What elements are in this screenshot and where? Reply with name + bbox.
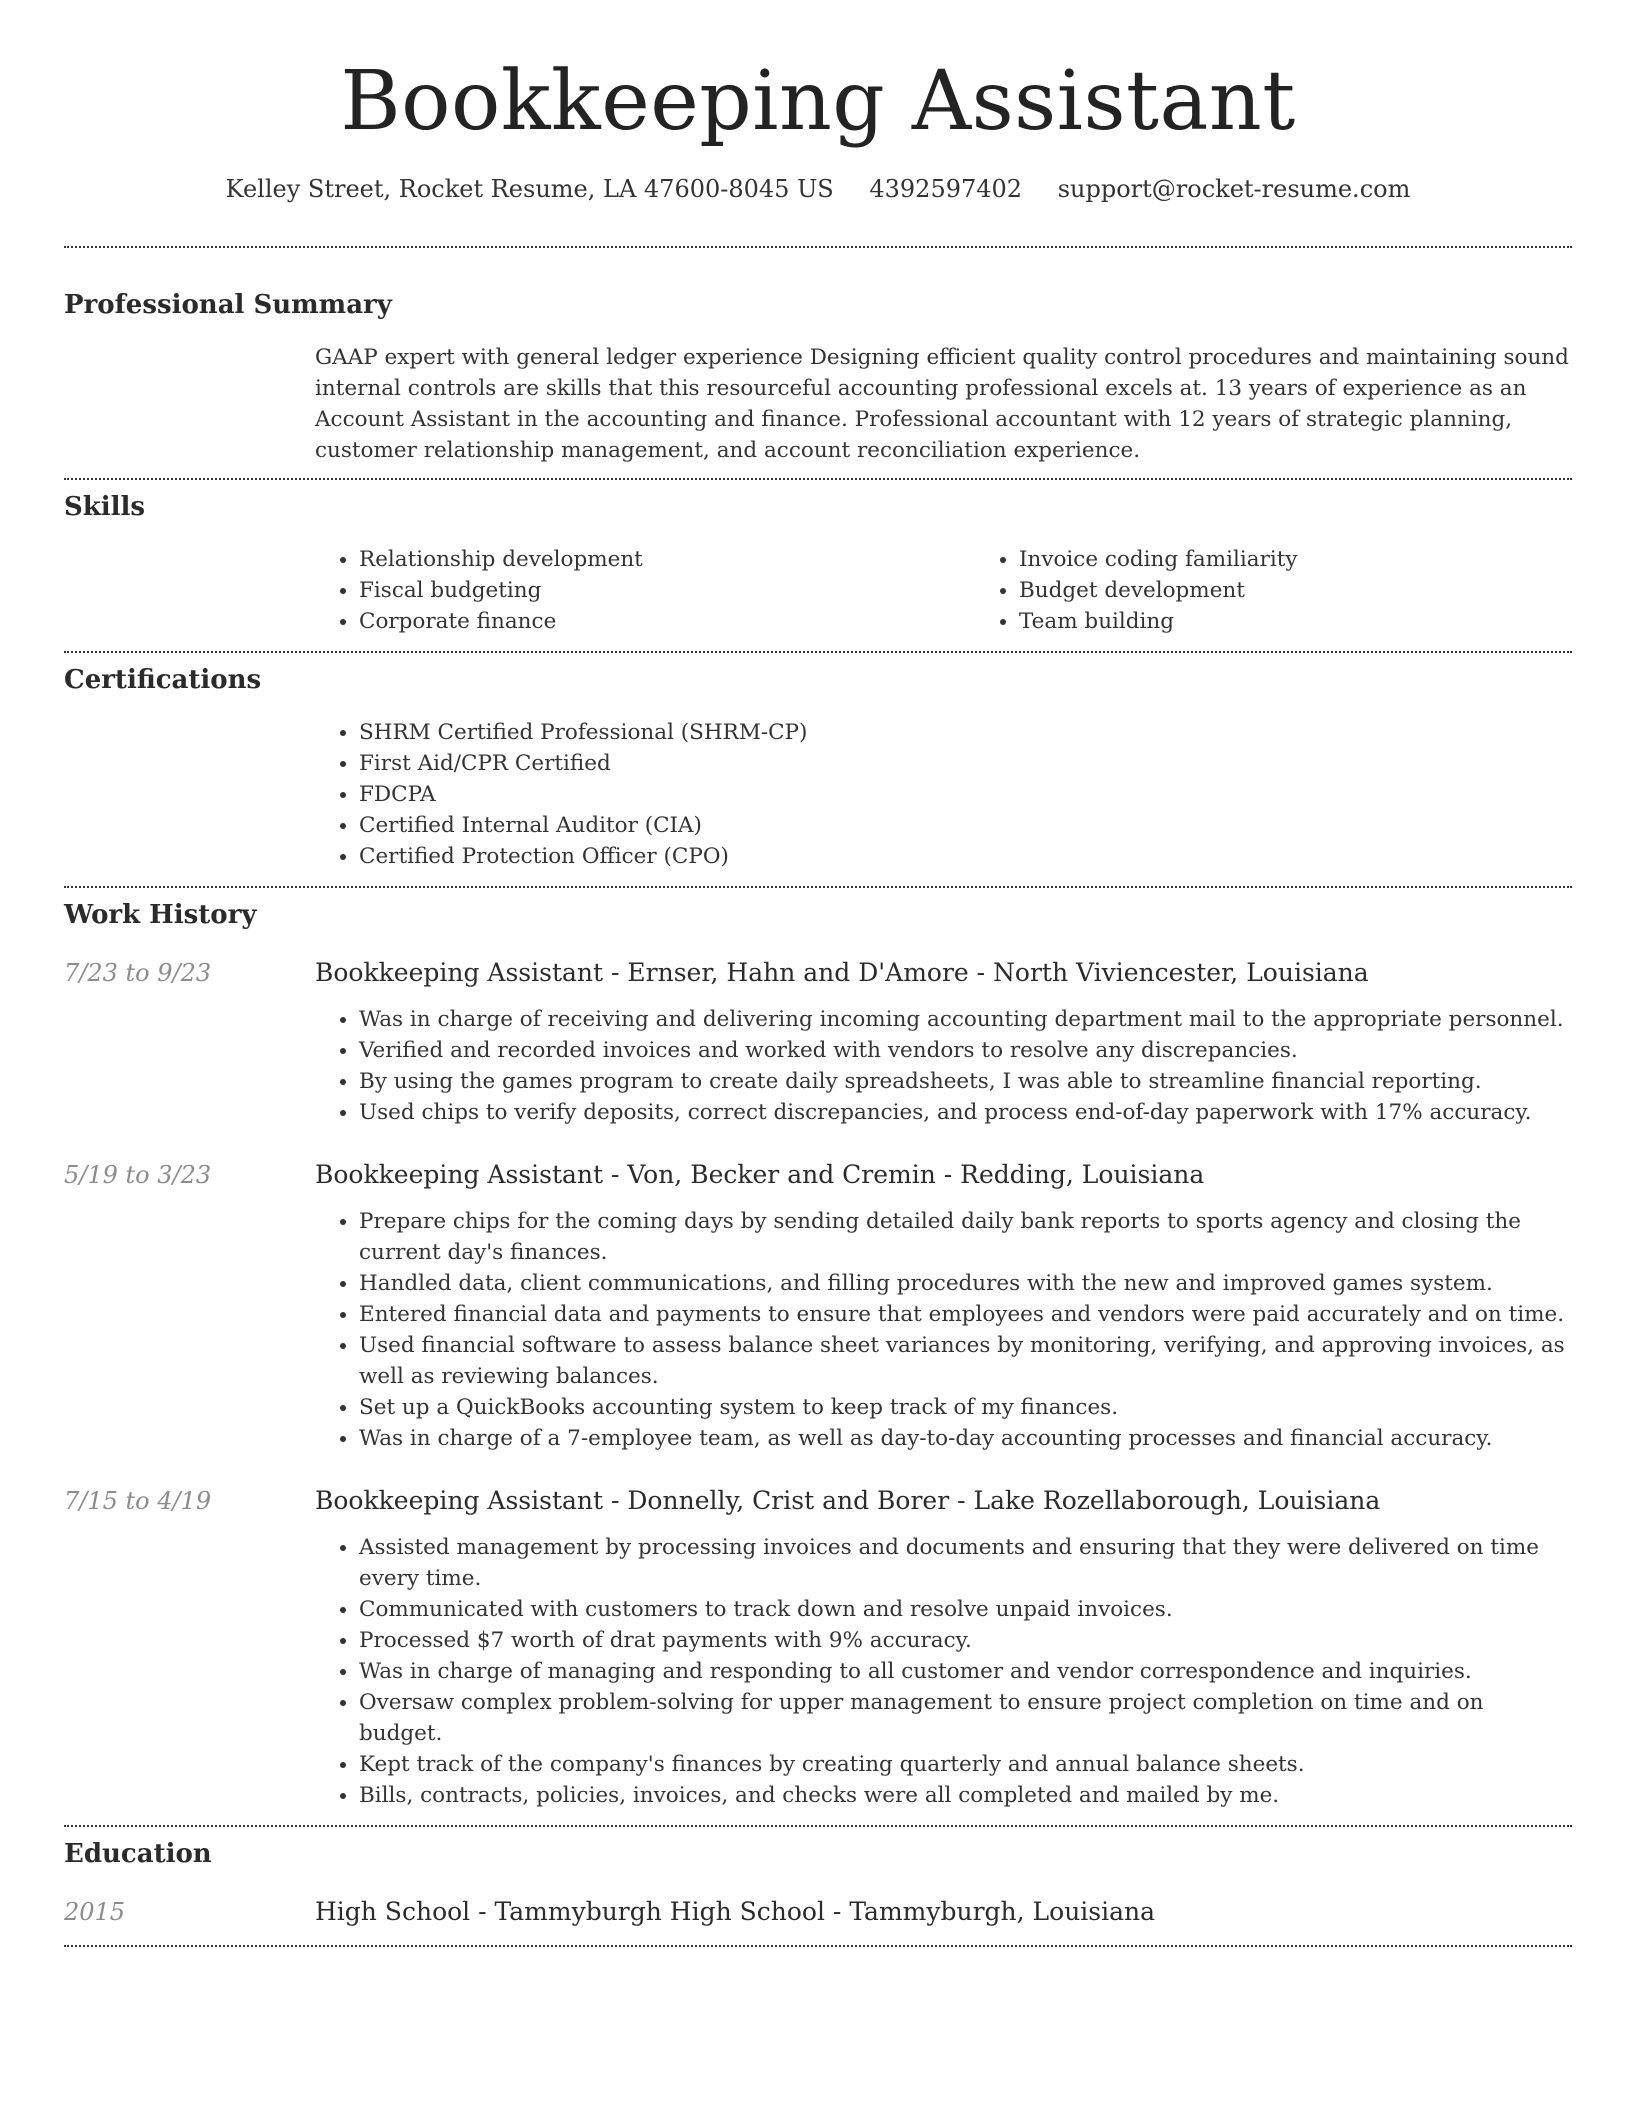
contact-address: Kelley Street, Rocket Resume, LA 47600-8045 US <box>225 175 834 203</box>
skills-list-left <box>315 544 975 637</box>
certification-item: • SHRM Certified Professional (SHRM-CP) <box>359 717 1572 748</box>
job-bullets <box>315 1532 1572 1811</box>
divider <box>64 246 1572 248</box>
job-heading: Bookkeeping Assistant - Von, Becker and Cremin - Redding, Louisiana <box>315 1160 1205 1189</box>
job-entry <box>64 956 1572 1128</box>
job-bullet: • Handled data, client communications, and filling procedures with the new and improved games system. <box>359 1268 1572 1299</box>
job-bullet: • Communicated with customers to track down and resolve unpaid invoices. <box>359 1594 1572 1625</box>
certification-item: • First Aid/CPR Certified <box>359 748 1572 779</box>
divider <box>64 1945 1572 1947</box>
job-bullet: • Entered financial data and payments to ensure that employees and vendors were paid accurately and on time. <box>359 1299 1572 1330</box>
job-bullet: • Verified and recorded invoices and worked with vendors to resolve any discrepancies. <box>359 1035 1572 1066</box>
work-history-section <box>64 898 1572 1811</box>
job-bullet: • By using the games program to create daily spreadsheets, I was able to streamline financial reporting. <box>359 1066 1572 1097</box>
skill-item: • Corporate finance <box>359 606 975 637</box>
work-history-heading: Work History <box>64 900 257 930</box>
job-bullet: • Was in charge of receiving and delivering incoming accounting department mail to the appropriate personnel. <box>359 1004 1572 1035</box>
education-heading-line: High School - Tammyburgh High School - Tammyburgh, Louisiana <box>315 1897 1156 1926</box>
job-heading: Bookkeeping Assistant - Donnelly, Crist and Borer - Lake Rozellaborough, Louisiana <box>315 1486 1381 1515</box>
job-bullet: • Used chips to verify deposits, correct discrepancies, and process end-of-day paperwork with 17% accuracy. <box>359 1097 1572 1128</box>
skills-heading: Skills <box>64 492 146 522</box>
resume-name: Bookkeeping Assistant <box>340 54 1296 149</box>
skill-item: • Team building <box>1019 606 1632 637</box>
divider <box>64 478 1572 480</box>
contact-email: support@rocket-resume.com <box>1057 175 1411 203</box>
certification-item: • Certified Protection Officer (CPO) <box>359 841 1572 872</box>
job-dates: 5/19 to 3/23 <box>64 1161 212 1189</box>
education-year: 2015 <box>64 1898 126 1926</box>
job-dates: 7/23 to 9/23 <box>64 959 212 987</box>
job-bullet: • Kept track of the company's finances by creating quarterly and annual balance sheets. <box>359 1749 1572 1780</box>
job-dates: 7/15 to 4/19 <box>64 1487 212 1515</box>
skill-item: • Relationship development <box>359 544 975 575</box>
skill-item: • Fiscal budgeting <box>359 575 975 606</box>
job-bullet: • Assisted management by processing invoices and documents and ensuring that they were delivered on time every time. <box>359 1532 1572 1594</box>
summary-text: GAAP expert with general ledger experience Designing efficient quality control procedures and maintaining sound internal controls are skills that this resourceful accounting professional excels at. 13 years of experience as an Account Assistant in the accounting and finance. Professional accountant with 12 years of strategic planning, customer relationship management, and account reconciliation experience. <box>315 345 1569 463</box>
certifications-list <box>315 717 1572 872</box>
job-bullets <box>315 1004 1572 1128</box>
job-bullet: • Was in charge of managing and responding to all customer and vendor correspondence and inquiries. <box>359 1656 1572 1687</box>
education-section <box>64 1837 1572 1929</box>
job-bullet: • Prepare chips for the coming days by sending detailed daily bank reports to sports agency and closing the current day's finances. <box>359 1206 1572 1268</box>
job-entry <box>64 1158 1572 1454</box>
job-bullet: • Used financial software to assess balance sheet variances by monitoring, verifying, and approving invoices, as well as reviewing balances. <box>359 1330 1572 1392</box>
skills-grid <box>315 544 1572 637</box>
certifications-section <box>64 663 1572 872</box>
education-heading: Education <box>64 1839 212 1869</box>
job-entry <box>64 1484 1572 1811</box>
summary-section <box>64 288 1572 466</box>
skill-item: • Budget development <box>1019 575 1632 606</box>
job-bullets <box>315 1206 1572 1454</box>
certifications-heading: Certifications <box>64 665 262 695</box>
job-bullet: • Was in charge of a 7-employee team, as well as day-to-day accounting processes and financial accuracy. <box>359 1423 1572 1454</box>
divider <box>64 1825 1572 1827</box>
job-bullet: • Processed $7 worth of drat payments with 9% accuracy. <box>359 1625 1572 1656</box>
certification-item: • FDCPA <box>359 779 1572 810</box>
divider <box>64 651 1572 653</box>
contact-phone: 4392597402 <box>869 175 1023 203</box>
skill-item: • Invoice coding familiarity <box>1019 544 1632 575</box>
contact-line <box>64 172 1572 206</box>
divider <box>64 886 1572 888</box>
job-bullet: • Bills, contracts, policies, invoices, and checks were all completed and mailed by me. <box>359 1780 1572 1811</box>
job-bullet: • Oversaw complex problem-solving for upper management to ensure project completion on time and on budget. <box>359 1687 1572 1749</box>
job-heading: Bookkeeping Assistant - Ernser, Hahn and D'Amore - North Viviencester, Louisiana <box>315 958 1369 987</box>
resume-page <box>64 0 1572 1947</box>
skills-list-right <box>975 544 1632 637</box>
certification-item: • Certified Internal Auditor (CIA) <box>359 810 1572 841</box>
skills-section <box>64 490 1572 637</box>
job-bullet: • Set up a QuickBooks accounting system to keep track of my finances. <box>359 1392 1572 1423</box>
summary-heading: Professional Summary <box>64 290 392 320</box>
